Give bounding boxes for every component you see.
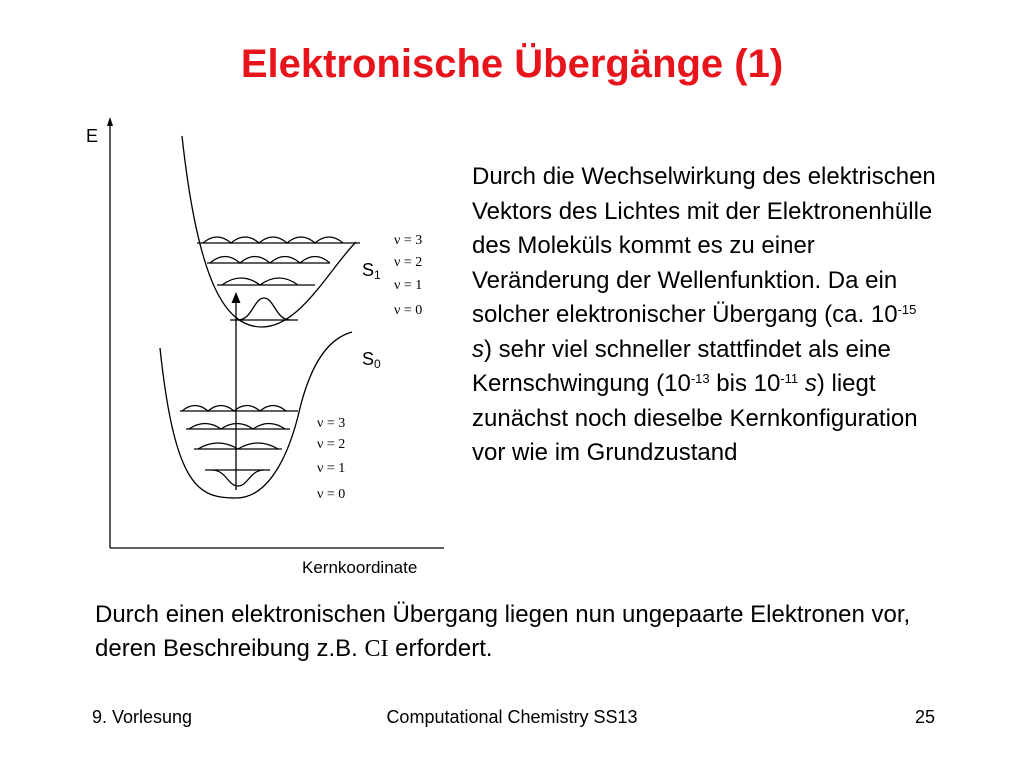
s0-wavefunction-1 [198, 443, 278, 449]
s1-wavefunction-1 [222, 278, 298, 285]
s1-wavefunction-2 [210, 257, 330, 264]
bottom-note: Durch einen elektronischen Übergang liegen nun ungepaarte Elektronen vor, deren Beschreibung z.B. CI erfordert. [95, 601, 911, 662]
s0-level-3-label: ν = 3 [317, 416, 346, 431]
s1-level-0-label: ν = 0 [394, 303, 423, 318]
footer-page-number: 25 [914, 707, 935, 727]
s1-wavefunction-3 [203, 237, 343, 243]
s0-level-0-label: ν = 0 [317, 487, 346, 502]
s1-potential-curve [182, 136, 356, 327]
s1-level-2-label: ν = 2 [394, 255, 423, 270]
s1-state-label: $S_1$ [362, 260, 381, 282]
footer-course: Computational Chemistry SS13 [386, 707, 638, 727]
s0-level-1-label: ν = 1 [317, 461, 346, 476]
coordinate-axis-label: Kernkoordinate [302, 558, 418, 577]
energy-axis-arrowhead [107, 117, 113, 126]
s1-level-3-label: ν = 3 [394, 233, 423, 248]
s1-wavefunction-0 [238, 298, 290, 320]
s0-wavefunction-0 [212, 470, 264, 486]
s0-level-2-label: ν = 2 [317, 437, 346, 452]
s0-wavefunction-2 [189, 424, 285, 430]
s0-wavefunction-3 [182, 406, 286, 412]
slide-title: Elektronische Übergänge (1) [240, 42, 784, 86]
s0-state-label: $S_0$ [362, 349, 381, 371]
transition-arrowhead [232, 292, 241, 303]
explanation-text: Durch die Wechselwirkung des elektrischen Vektors des Lichtes mit der Elektronenhülle des Moleküls kommt es zu einer Veränderung der Wellenfunktion. Da ein solcher elektronischer Übergang (ca. $10^{-15}$ s) sehr viel schneller stattfindet als eine Kernschwingung ($10^{-13}$ bis $10^{-11}$ s) liegt zunächst noch dieselbe Kernkonfiguration vor wie im Grundzustand [472, 163, 936, 466]
footer-lecture: 9. Vorlesung [92, 707, 193, 727]
s1-level-1-label: ν = 1 [394, 278, 423, 293]
energy-axis-label: E [86, 126, 99, 146]
